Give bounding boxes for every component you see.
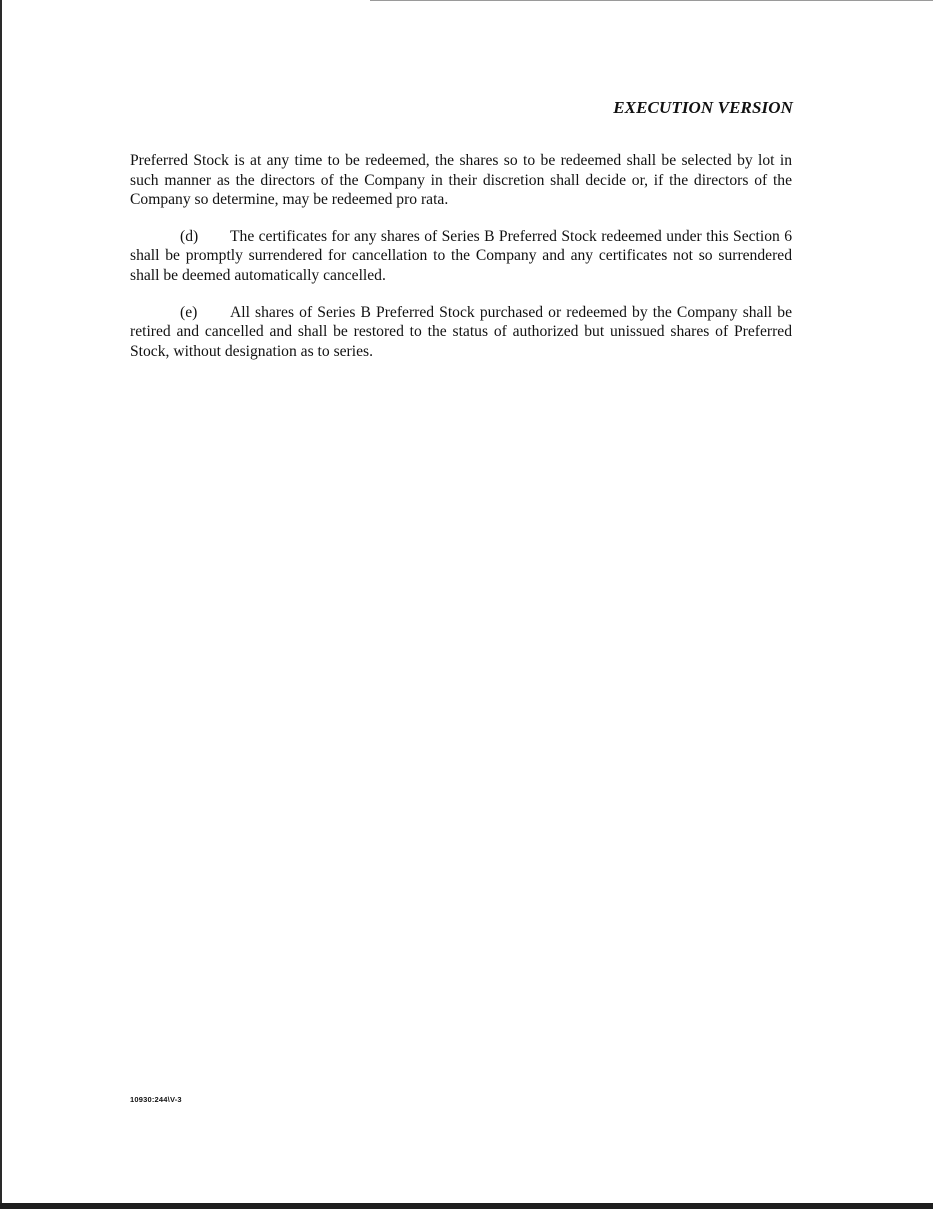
paragraph-d: [130, 227, 792, 286]
scan-edge-left: [0, 0, 2, 1209]
paragraph-e-label: (e): [180, 303, 198, 321]
paragraph-d-label: (d): [180, 227, 199, 245]
execution-version-header: EXECUTION VERSION: [613, 98, 793, 117]
paragraph-e: [130, 303, 792, 362]
paragraph-continuation: [130, 151, 792, 210]
scan-edge-bottom: [0, 1203, 933, 1209]
scan-edge-top: [370, 0, 933, 1]
paragraph-d-text: The certificates for any shares of Series B Preferred Stock redeemed under this Section 6 shall be promptly surrendered for cancellation to the Company and any certificates not so surrendered shall be deemed automatically cancelled.: [130, 227, 792, 284]
paragraph-continuation-text: Preferred Stock is at any time to be redeemed, the shares so to be redeemed shall be selected by lot in such manner as the directors of the Company in their discretion shall decide or, if the directors of the Company so determine, may be redeemed pro rata.: [130, 152, 792, 209]
paragraph-e-text: All shares of Series B Preferred Stock purchased or redeemed by the Company shall be retired and cancelled and shall be restored to the status of authorized but unissued shares of Preferred Stock, without designation as to series.: [130, 303, 792, 360]
document-body: [130, 151, 792, 378]
document-code: 10930:244\V-3: [130, 1095, 182, 1104]
